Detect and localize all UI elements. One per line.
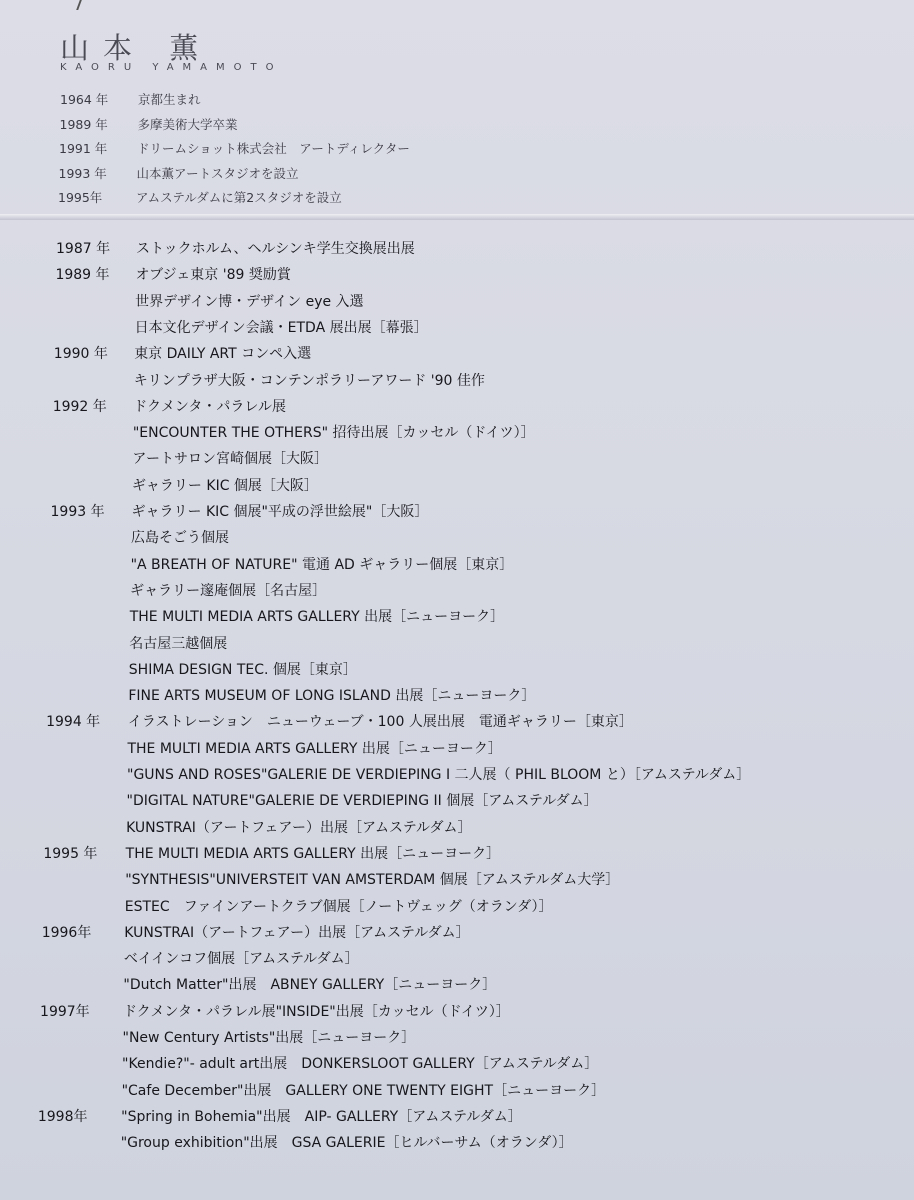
artist-name-jp: 山本 薫 [60, 31, 213, 65]
entry-text: ドリームショット株式会社 アートディレクター [137, 141, 410, 156]
entry-text: 多摩美術大学卒業 [137, 116, 238, 132]
entry-text: アートサロン宮崎個展［大阪］ [132, 451, 328, 468]
entry-text: ドクメンタ・パラレル展"INSIDE"出展［カッセル（ドイツ）］ [122, 1003, 510, 1020]
year-label: 1995年 [58, 190, 103, 205]
entry-text: ギャラリー邃庵個展［名古屋］ [130, 582, 327, 599]
year-label: 1994 年 [46, 714, 101, 731]
year-label: 1990 年 [53, 346, 108, 363]
year-label: 1964 年 [60, 92, 109, 107]
year-label: 1995 年 [43, 845, 98, 862]
entry-text: ESTEC ファインアートクラブ個展［ノートヴェッグ（オランダ）］ [124, 898, 553, 915]
entry-text: "DIGITAL NATURE"GALERIE DE VERDIEPING II 個展［アムステルダム］ [126, 793, 598, 810]
entry-text: ギャラリー KIC 個展"平成の浮世絵展"［大阪］ [131, 504, 429, 520]
entry-text: "SYNTHESIS"UNIVERSTEIT VAN AMSTERDAM 個展［アムステルダム大学］ [125, 872, 620, 889]
entry-text: 世界デザイン博・デザイン eye 入選 [135, 293, 364, 310]
entry-text: オブジェ東京 '89 奨励賞 [135, 267, 291, 284]
year-label: 1989 年 [59, 116, 108, 132]
entry-text: "GUNS AND ROSES"GALERIE DE VERDIEPING I 二人展（ PHIL BLOOM と）［アムステルダム］ [127, 767, 751, 783]
year-label: 1997年 [40, 1003, 90, 1020]
entry-text: ギャラリー KIC 個展［大阪］ [131, 477, 318, 494]
entry-text: ストックホルム、ヘルシンキ学生交換展出展 [136, 241, 415, 257]
entry-text: KUNSTRAI（アートフェアー）出展［アムステルダム］ [124, 924, 470, 941]
entry-text: THE MULTI MEDIA ARTS GALLERY 出展［ニューヨーク］ [129, 609, 505, 626]
entry-text: THE MULTI MEDIA ARTS GALLERY 出展［ニューヨーク］ [125, 845, 501, 862]
entry-text: "Group exhibition"出展 GSA GALERIE［ヒルバーサム（オランダ）］ [120, 1135, 573, 1152]
entry-text: "Kendie?"- adult art出展 DONKERSLOOT GALLERY［アムステルダム］ [122, 1056, 599, 1073]
entry-text: KUNSTRAI（アートフェアー）出展［アムステルダム］ [126, 819, 472, 836]
entry-text: イラストレーション ニューウェーブ・100 人展出展 電通ギャラリー［東京］ [127, 714, 633, 731]
entry-text: 山本薫アートスタジオを設立 [136, 165, 299, 181]
pen-mark [68, 0, 82, 10]
entry-text: "A BREATH OF NATURE" 電通 AD ギャラリー個展［東京］ [130, 556, 514, 573]
entry-text: キリンプラザ大阪・コンテンポラリーアワード '90 佳作 [133, 372, 485, 389]
entry-text: ドクメンタ・パラレル展 [133, 398, 286, 415]
entry-text: "ENCOUNTER THE OTHERS" 招待出展［カッセル（ドイツ）］ [132, 425, 535, 442]
entry-text: アムステルダムに第2スタジオを設立 [136, 190, 342, 205]
year-label: 1987 年 [56, 241, 111, 257]
entry-text: "Cafe December"出展 GALLERY ONE TWENTY EIGHT［ニューヨーク］ [121, 1082, 606, 1099]
paper-fold [0, 214, 914, 220]
entry-text: "Spring in Bohemia"出展 AIP- GALLERY［アムステルダム］ [121, 1108, 522, 1125]
year-label: 1998年 [37, 1108, 88, 1125]
artist-name-en: KAORU YAMAMOTO [60, 62, 283, 73]
year-label: 1992 年 [52, 398, 107, 415]
entry-text: THE MULTI MEDIA ARTS GALLERY 出展［ニューヨーク］ [127, 740, 502, 757]
entry-text: 日本文化デザイン会議・ETDA 展出展［幕張］ [134, 319, 428, 336]
entry-text: ベイインコフ個展［アムステルダム］ [123, 951, 359, 968]
entry-text: SHIMA DESIGN TEC. 個展［東京］ [128, 661, 357, 678]
entry-text: 京都生まれ [138, 92, 201, 107]
year-label: 1989 年 [55, 267, 110, 284]
entry-text: "Dutch Matter"出展 ABNEY GALLERY［ニューヨーク］ [123, 977, 497, 994]
entry-text: 広島そごう個展 [131, 530, 230, 547]
year-label: 1996年 [41, 924, 92, 941]
entry-text: 名古屋三越個展 [129, 635, 228, 652]
entry-text: FINE ARTS MUSEUM OF LONG ISLAND 出展［ニューヨーク］ [128, 688, 536, 705]
entry-text: 東京 DAILY ART コンペ入選 [134, 346, 312, 363]
year-label: 1993 年 [50, 504, 105, 520]
entry-text: "New Century Artists"出展［ニューヨーク］ [122, 1030, 416, 1046]
year-label: 1991 年 [59, 141, 108, 156]
year-label: 1993 年 [58, 165, 107, 181]
